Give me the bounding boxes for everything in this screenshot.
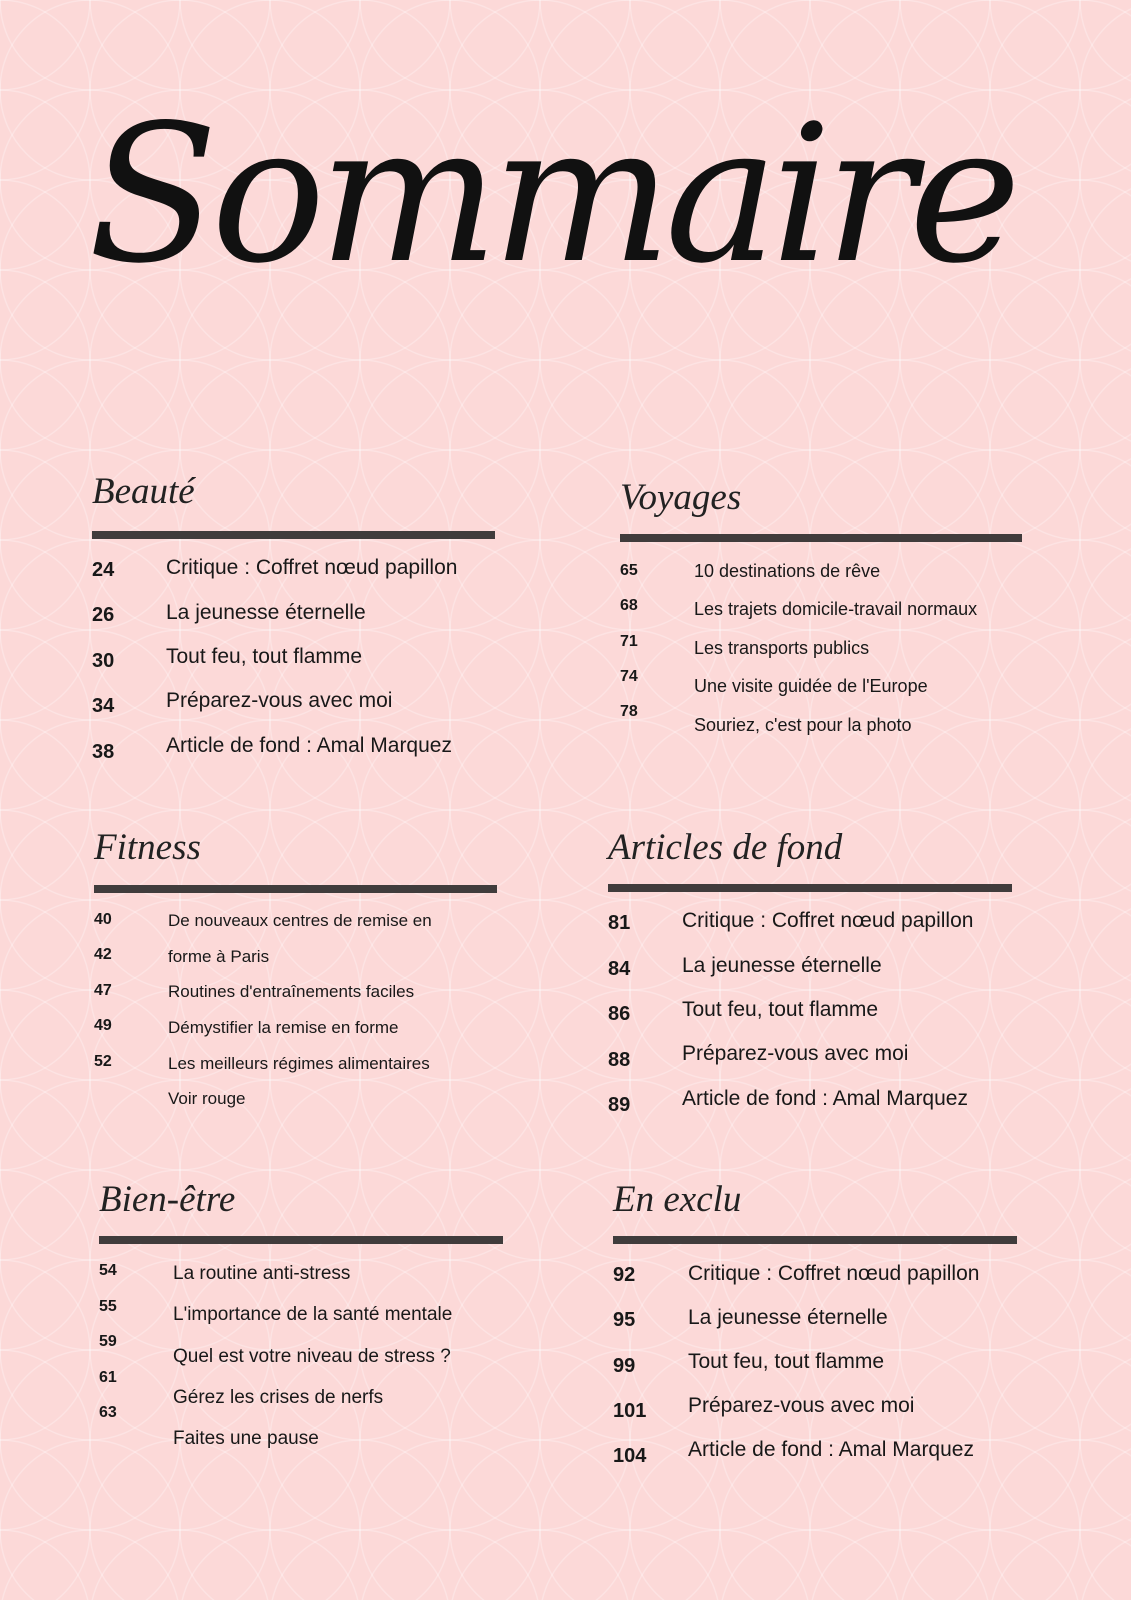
page-number: 63	[99, 1404, 117, 1421]
section-rule-beaute	[92, 531, 495, 539]
page-number: 34	[92, 695, 115, 717]
page-number: 99	[613, 1355, 636, 1377]
section-heading-bien-etre: Bien-être	[99, 1179, 236, 1220]
toc-entry[interactable]: Préparez-vous avec moi	[166, 689, 393, 712]
toc-entry[interactable]: forme à Paris	[168, 947, 270, 966]
toc-entry[interactable]: Préparez-vous avec moi	[688, 1394, 915, 1417]
section-rule-voyages	[620, 534, 1022, 542]
section-rule-en-exclu	[613, 1236, 1017, 1244]
toc-entry[interactable]: La jeunesse éternelle	[682, 954, 882, 977]
toc-entry[interactable]: Critique : Coffret nœud papillon	[688, 1262, 980, 1285]
page-number: 49	[94, 1017, 112, 1034]
toc-entry[interactable]: Article de fond : Amal Marquez	[682, 1087, 968, 1110]
toc-entry[interactable]: La jeunesse éternelle	[688, 1306, 888, 1329]
toc-entry[interactable]: Tout feu, tout flamme	[682, 998, 879, 1021]
toc-entry[interactable]: Les transports publics	[694, 638, 870, 658]
page-number: 61	[99, 1369, 117, 1386]
toc-entry[interactable]: Gérez les crises de nerfs	[173, 1387, 384, 1408]
page-number: 54	[99, 1262, 117, 1279]
page-number: 92	[613, 1264, 636, 1286]
page-number: 38	[92, 741, 115, 763]
page-number: 89	[608, 1094, 631, 1116]
toc-entry[interactable]: Voir rouge	[168, 1089, 246, 1108]
page-number: 55	[99, 1298, 117, 1315]
section-heading-en-exclu: En exclu	[613, 1179, 742, 1220]
page-number: 71	[620, 633, 638, 650]
toc-entry[interactable]: 10 destinations de rêve	[694, 561, 881, 581]
toc-entry[interactable]: Souriez, c'est pour la photo	[694, 715, 912, 735]
page-number: 47	[94, 982, 112, 999]
page-number: 30	[92, 650, 115, 672]
toc-entry[interactable]: Critique : Coffret nœud papillon	[166, 556, 458, 579]
toc-entry[interactable]: Une visite guidée de l'Europe	[694, 676, 928, 696]
toc-entry[interactable]: La jeunesse éternelle	[166, 601, 366, 624]
toc-entry[interactable]: Les trajets domicile-travail normaux	[694, 599, 978, 619]
page-number: 84	[608, 958, 631, 980]
page-number: 65	[620, 562, 638, 579]
page-number: 40	[94, 911, 112, 928]
page-number: 52	[94, 1053, 112, 1070]
toc-entry[interactable]: Quel est votre niveau de stress ?	[173, 1346, 451, 1367]
toc-entry[interactable]: De nouveaux centres de remise en	[168, 911, 432, 930]
page-number: 88	[608, 1049, 631, 1071]
page-title: Sommaire	[88, 84, 1015, 305]
section-heading-voyages: Voyages	[620, 477, 742, 518]
page-number: 81	[608, 912, 631, 934]
toc-entry[interactable]: Les meilleurs régimes alimentaires	[168, 1054, 430, 1073]
page-number: 95	[613, 1309, 636, 1331]
toc-entry[interactable]: Faites une pause	[173, 1428, 319, 1449]
toc-entry[interactable]: Tout feu, tout flamme	[688, 1350, 885, 1373]
toc-entry[interactable]: Article de fond : Amal Marquez	[688, 1438, 974, 1461]
section-rule-bien-etre	[99, 1236, 503, 1244]
toc-entry[interactable]: Démystifier la remise en forme	[168, 1018, 399, 1037]
page-number: 59	[99, 1333, 117, 1350]
section-rule-articles-de-fond	[608, 884, 1012, 892]
section-heading-beaute: Beauté	[92, 471, 195, 512]
toc-entry[interactable]: Routines d'entraînements faciles	[168, 982, 415, 1001]
page-number: 42	[94, 946, 112, 963]
toc-entry[interactable]: La routine anti-stress	[173, 1263, 351, 1284]
page-number: 68	[620, 597, 638, 614]
toc-entry[interactable]: Critique : Coffret nœud papillon	[682, 909, 974, 932]
section-rule-fitness	[94, 885, 497, 893]
page-number: 24	[92, 559, 115, 581]
toc-entry[interactable]: Tout feu, tout flamme	[166, 645, 363, 668]
page-number: 86	[608, 1003, 631, 1025]
section-heading-fitness: Fitness	[94, 827, 201, 868]
toc-entry[interactable]: Préparez-vous avec moi	[682, 1042, 909, 1065]
page-number: 26	[92, 604, 115, 626]
section-heading-articles-de-fond: Articles de fond	[608, 827, 843, 868]
page-number: 104	[613, 1445, 647, 1467]
toc-entry[interactable]: Article de fond : Amal Marquez	[166, 734, 452, 757]
page-number: 78	[620, 703, 638, 720]
toc-entry[interactable]: L'importance de la santé mentale	[173, 1304, 453, 1325]
page-number: 101	[613, 1400, 647, 1422]
page-number: 74	[620, 668, 638, 685]
